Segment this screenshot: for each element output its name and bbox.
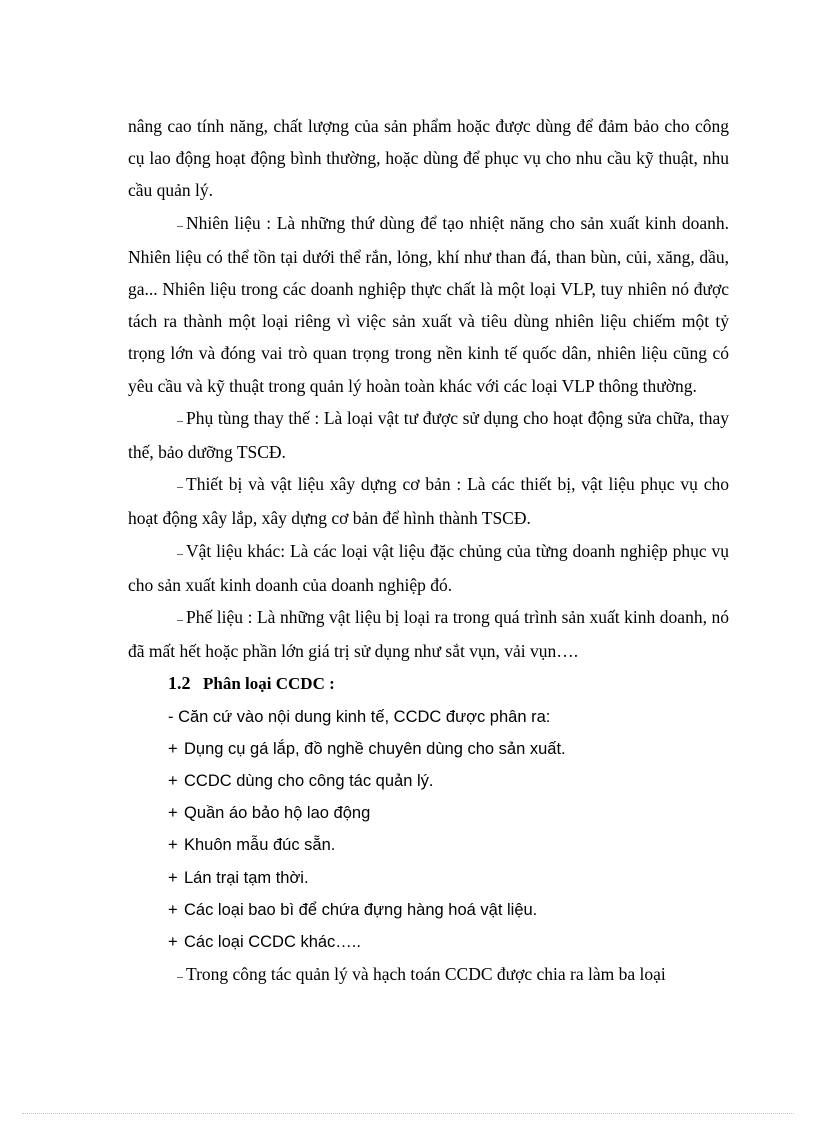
list-item	[128, 733, 729, 765]
plus-bullet: +	[168, 739, 178, 758]
paragraph-fuel	[128, 207, 729, 402]
paragraph-other-materials-text: Vật liệu khác: Là các loại vật liệu đặc chủng của từng doanh nghiệp phục vụ cho sản xuất kinh doanh của doanh nghiệp đó.	[128, 540, 729, 595]
body-text	[128, 110, 729, 992]
list-item-text: Dụng cụ gá lắp, đồ nghề chuyên dùng cho sản xuất.	[184, 739, 566, 758]
paragraph-scrap	[128, 601, 729, 667]
list-item-text: Quần áo bảo hộ lao động	[184, 804, 371, 823]
closing-paragraph	[128, 958, 729, 992]
plus-bullet: +	[168, 868, 178, 887]
plus-bullet: +	[168, 933, 178, 952]
dash-bullet: –	[177, 479, 183, 494]
paragraph-fuel-text: Nhiên liệu : Là những thứ dùng để tạo nhiệt năng cho sản xuất kinh doanh. Nhiên liệu có thể tồn tại dưới thể rắn, lỏng, khí như than đá, than bùn, củi, xăng, dầu, ga... Nhiên liệu trong các doanh nghiệp thực chất là một loại VLP, tuy nhiên nó được tách ra thành một loại riêng vì việc sản xuất và tiêu dùng nhiên liệu chiếm một tỷ trọng lớn và đóng vai trò quan trọng trong nền kinh tế quốc dân, nhiên liệu cũng có yêu cầu và kỹ thuật trong quản lý hoàn toàn khác với các loại VLP thông thường.	[128, 212, 729, 396]
paragraph-spare-parts	[128, 402, 729, 468]
paragraph-construction-materials-text: Thiết bị và vật liệu xây dựng cơ bản : Là các thiết bị, vật liệu phục vụ cho hoạt động xây lắp, xây dựng cơ bản để hình thành TSCĐ.	[128, 474, 729, 529]
plus-bullet: +	[168, 900, 178, 919]
list-item	[128, 765, 729, 797]
criterion-line: - Căn cứ vào nội dung kinh tế, CCDC được phân ra:	[168, 707, 551, 726]
list-item-text: Khuôn mẫu đúc sẵn.	[184, 836, 336, 855]
list-item	[128, 862, 729, 894]
dash-bullet: –	[177, 969, 183, 984]
list-item-text: Lán trại tạm thời.	[184, 868, 309, 887]
section-number: 1.2	[168, 673, 191, 694]
dash-bullet: –	[177, 545, 183, 560]
dash-bullet: –	[177, 612, 183, 627]
intro-paragraph: nâng cao tính năng, chất lượng của sản phẩm hoặc được dùng để đảm bảo cho công cụ lao động hoạt động bình thường, hoặc dùng để phục vụ cho nhu cầu kỹ thuật, nhu cầu quản lý.	[128, 116, 729, 201]
section-title: Phân loại CCDC :	[203, 674, 335, 694]
plus-bullet: +	[168, 836, 178, 855]
plus-bullet: +	[168, 804, 178, 823]
paragraph-scrap-text: Phế liệu : Là những vật liệu bị loại ra trong quá trình sản xuất kinh doanh, nó đã mất hết hoặc phần lớn giá trị sử dụng như sắt vụn, vải vụn….	[128, 607, 729, 662]
list-item-text: Các loại bao bì để chứa đựng hàng hoá vật liệu.	[184, 900, 538, 919]
dash-bullet: –	[177, 217, 183, 232]
paragraph-construction-materials	[128, 468, 729, 534]
list-item	[128, 926, 729, 958]
paragraph-other-materials	[128, 535, 729, 601]
plus-bullet: +	[168, 772, 178, 791]
footer-divider	[22, 1113, 794, 1114]
paragraph-spare-parts-text: Phụ tùng thay thế : Là loại vật tư được sử dụng cho hoạt động sửa chữa, thay thế, bảo dưỡng TSCĐ.	[128, 407, 729, 463]
list-item	[128, 894, 729, 926]
list-item-text: CCDC dùng cho công tác quản lý.	[184, 772, 434, 791]
dash-bullet: –	[177, 412, 183, 427]
list-item	[128, 829, 729, 861]
list-item-text: Các loại CCDC khác…..	[184, 933, 361, 952]
closing-paragraph-text: Trong công tác quản lý và hạch toán CCDC được chia ra làm ba loại	[186, 964, 666, 985]
list-item	[128, 797, 729, 829]
section-heading	[128, 667, 729, 700]
